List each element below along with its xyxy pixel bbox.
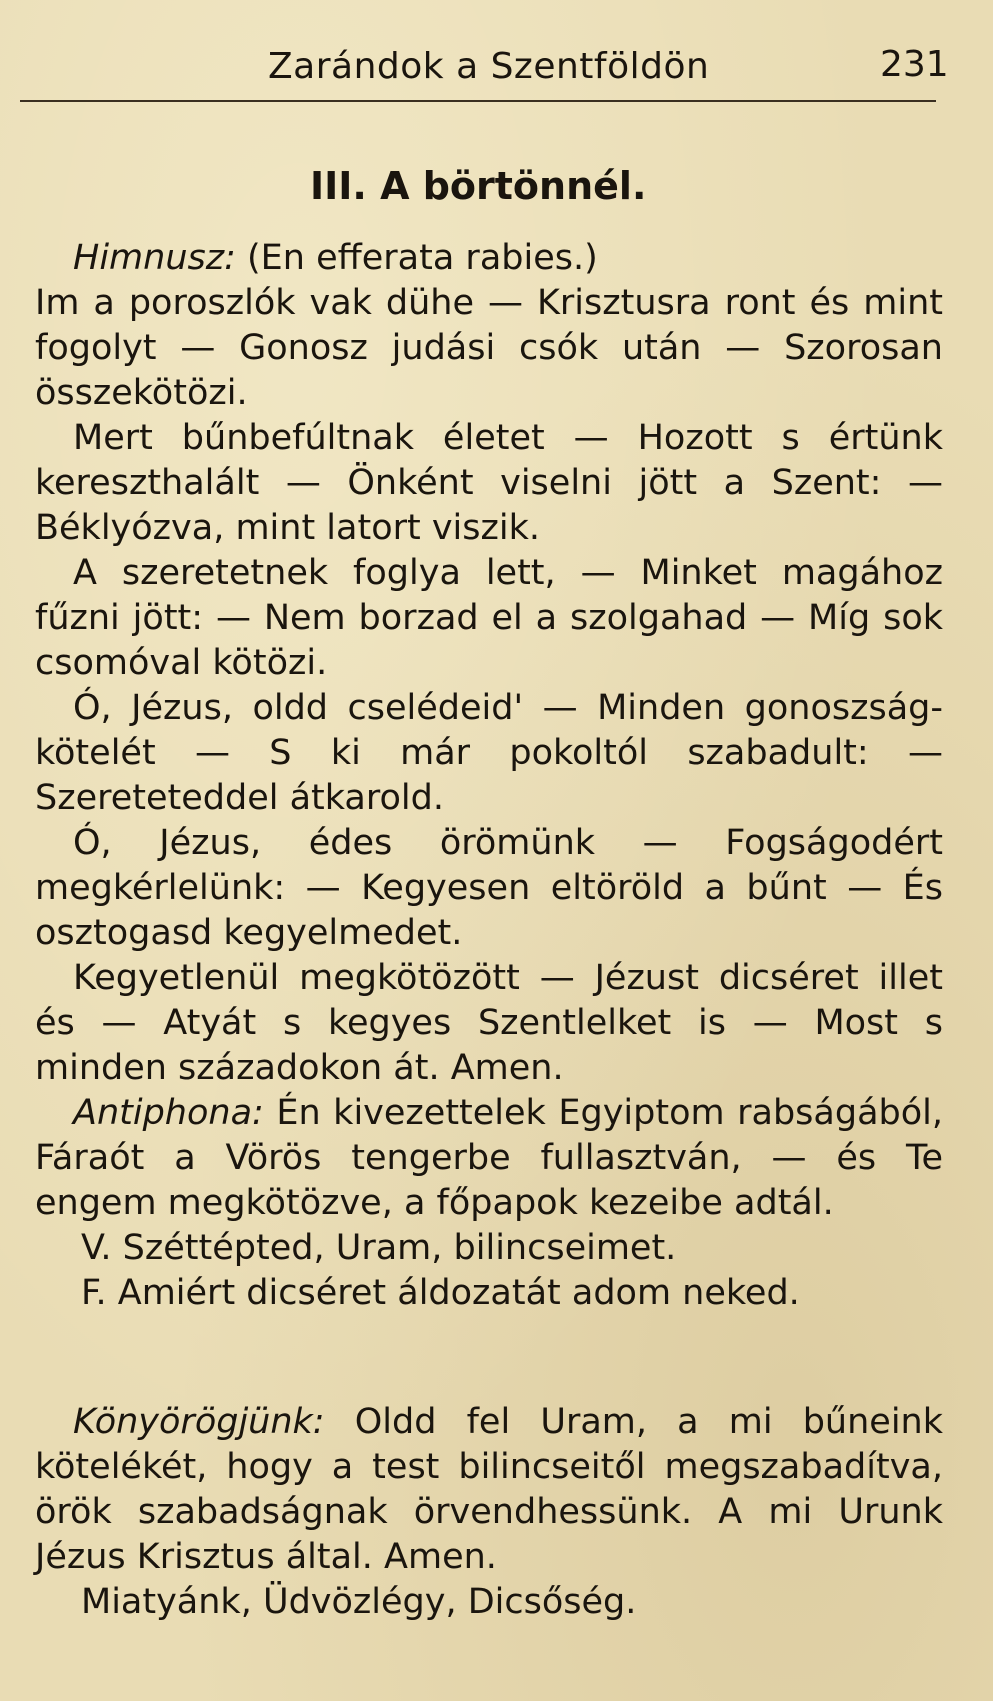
- hymn-verse: Ó, Jézus, édes örömünk — Fogságodért megkérlelünk: — Kegyesen eltöröld a bűnt — És osztogasd kegyelmedet.: [35, 823, 943, 953]
- running-title: Zarándok a Szentföldön: [268, 46, 710, 87]
- hymn-verse: Mert bűnbefúltnak életet — Hozott s értünk kereszthalált — Önként viselni jött a Szent: — Béklyózva, mint latort viszik.: [35, 418, 943, 548]
- hymn-label: Himnusz:: [73, 238, 236, 278]
- hymn-block: [35, 236, 943, 1316]
- page-number: 231: [880, 44, 949, 85]
- hymn-verse: Ó, Jézus, oldd cselédeid' — Minden gonoszság-kötelét — S ki már pokoltól szabadult: — Szereteteddel átkarold.: [35, 688, 943, 818]
- section-title: III. A börtönnél.: [310, 164, 647, 208]
- antiphona: [35, 1091, 943, 1226]
- hymn-title: (En efferata rabies.): [235, 238, 598, 278]
- closing-line: Miatyánk, Üdvözlégy, Dicsőség.: [81, 1582, 637, 1622]
- prayer-label: Könyörögjünk:: [73, 1402, 325, 1442]
- prayer: [35, 1400, 943, 1580]
- response: F. Amiért dicséret áldozatát adom neked.: [81, 1273, 800, 1313]
- antiphona-text: Én kivezettelek Egyiptom rabságából, Fáraót a Vörös tengerbe fullasztván, — és Te engem megkötözve, a főpapok kezeibe adtál.: [35, 1093, 943, 1223]
- hymn-verse: Im a poroszlók vak dühe — Krisztusra ront és mint fogolyt — Gonosz judási csók után — Szorosan összekötözi.: [35, 283, 943, 413]
- antiphona-label: Antiphona:: [73, 1093, 264, 1133]
- prayer-text: Oldd fel Uram, a mi bűneink kötelékét, hogy a test bilincseitől megszabadítva, örök szabadságnak örvendhessünk. A mi Urunk Jézus Krisztus által. Amen.: [35, 1402, 943, 1577]
- hymn-heading: [35, 236, 943, 281]
- prayer-block: [35, 1400, 943, 1625]
- versicle: V. Széttépted, Uram, bilincseimet.: [81, 1228, 677, 1268]
- header-rule: [20, 100, 936, 102]
- hymn-verse: A szeretetnek foglya lett, — Minket magához fűzni jött: — Nem borzad el a szolgahad — Míg sok csomóval kötözi.: [35, 553, 943, 683]
- hymn-verse: Kegyetlenül megkötözött — Jézust dicséret illet és — Atyát s kegyes Szentlelket is — Most s minden századokon át. Amen.: [35, 958, 943, 1088]
